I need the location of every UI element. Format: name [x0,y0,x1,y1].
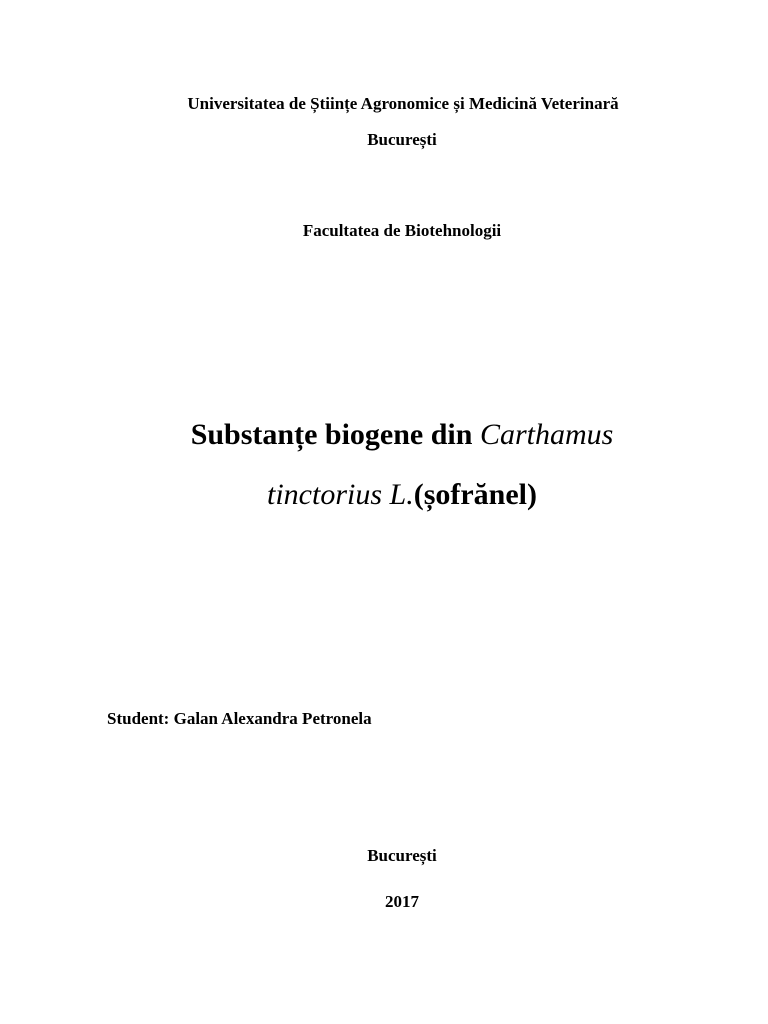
year: 2017 [385,892,419,911]
university-city: București [367,130,437,149]
thesis-title-line-1 [18,417,768,453]
thesis-title-species: tinctorius L. [267,478,414,511]
thesis-title-line-2 [18,477,768,513]
university-name: Universitatea de Științe Agronomice și Medicină Veterinară [187,94,619,113]
thesis-title-text: Substanțe biogene din [190,418,480,451]
student-name: Student: Galan Alexandra Petronela [107,709,372,728]
place: București [367,846,437,865]
thesis-title-genus: Carthamus [479,418,614,451]
faculty-name: Facultatea de Biotehnologii [302,221,502,240]
thesis-title-common-name: (șofrănel) [413,478,537,511]
